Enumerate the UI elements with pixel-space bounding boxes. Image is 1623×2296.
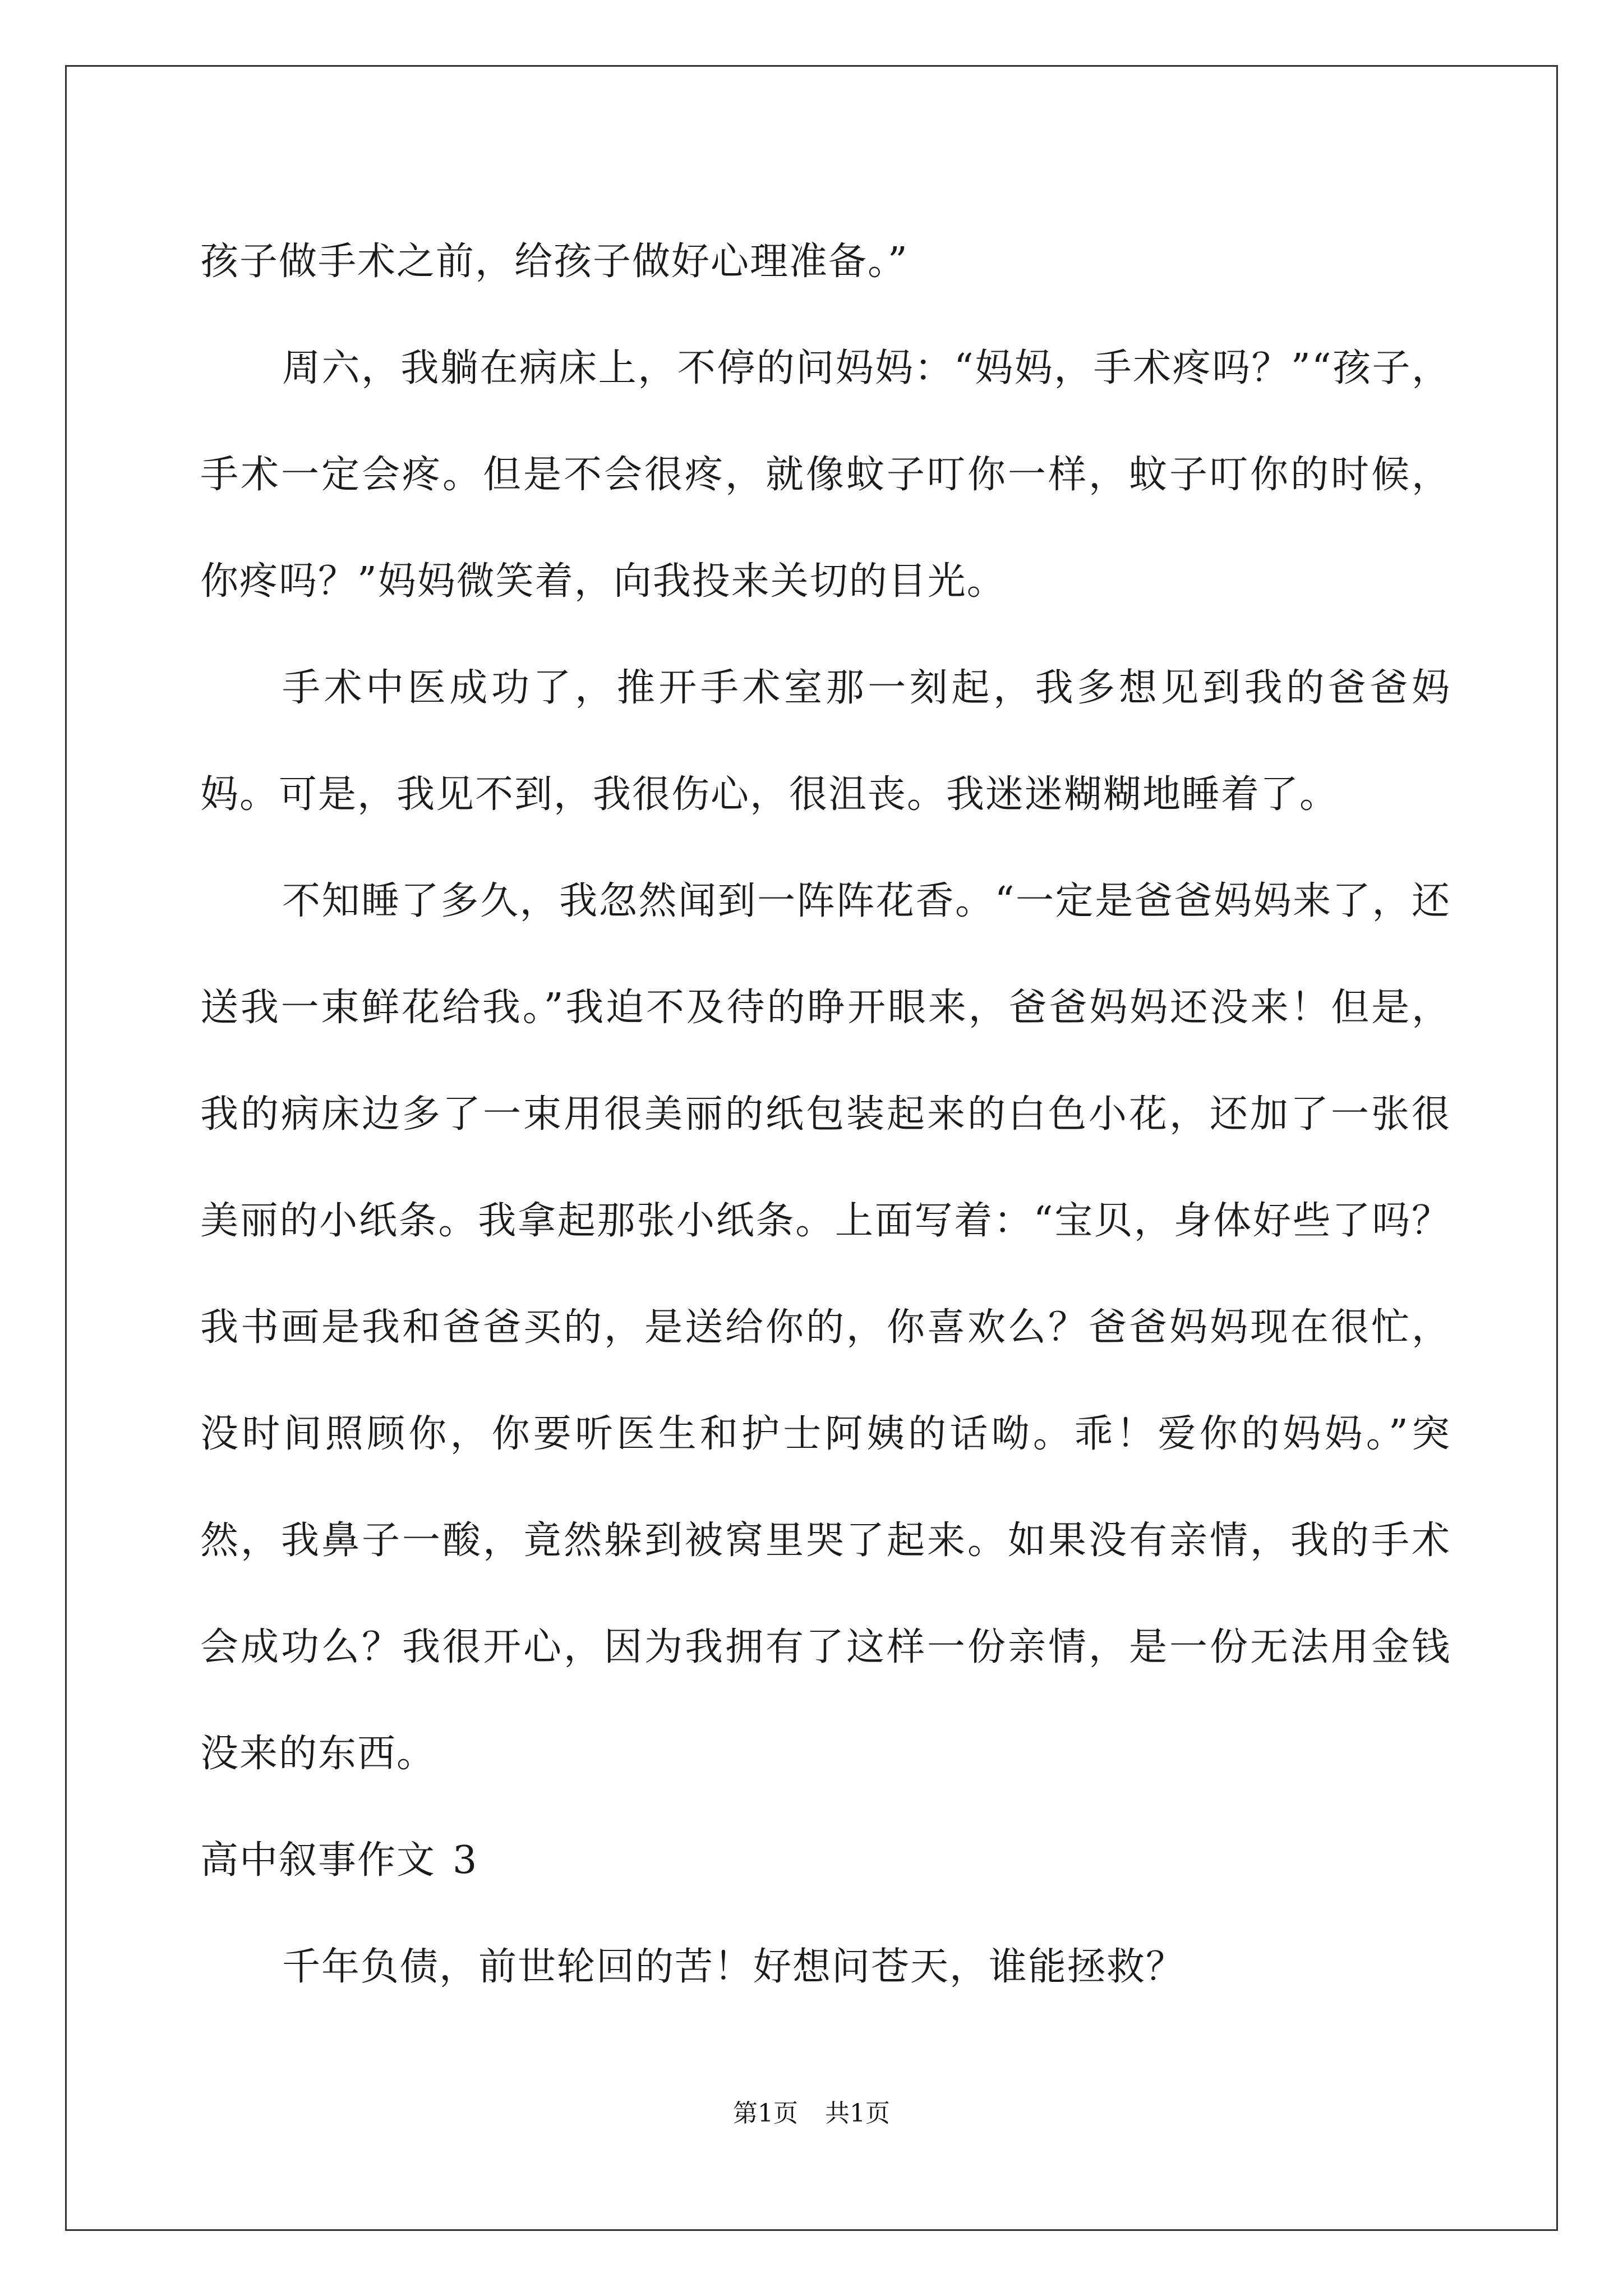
paragraph: 不知睡了多久，我忽然闻到一阵阵花香。“一定是爸爸妈妈来了，还送我一束鲜花给我。”我迫不及待的睁开眼来，爸爸妈妈还没来！但是，我的病床边多了一束用很美丽的纸包装起来的白色小花，还加了一张很美丽的小纸条。我拿起那张小纸条。上面写着：“宝贝，身体好些了吗？我书画是我和爸爸买的，是送给你的，你喜欢么？爸爸妈妈现在很忙，没时间照顾你，你要听医生和护士阿姨的话呦。乖！爱你的妈妈。”突然，我鼻子一酸，竟然躲到被窝里哭了起来。如果没有亲情，我的手术会成功么？我很开心，因为我拥有了这样一份亲情，是一份无法用金钱没来的东西。 (200, 879, 1451, 1776)
paragraph: 周六，我躺在病床上，不停的问妈妈：“妈妈，手术疼吗？”“孩子，手术一定会疼。但是不会很疼，就像蚊子叮你一样，蚊子叮你的时候，你疼吗？”妈妈微笑着，向我投来关切的目光。 (200, 346, 1451, 604)
section-heading (200, 1807, 1451, 1914)
paragraph: 千年负债，前世轮回的苦！好想问苍天，谁能拯救？ (282, 1945, 1186, 1989)
paragraph: 手术中医成功了，推开手术室那一刻起，我多想见到我的爸爸妈妈。可是，我见不到，我很伤心，很沮丧。我迷迷糊糊地睡着了。 (200, 666, 1451, 817)
page-number: 第1页 (733, 2099, 798, 2128)
page-total: 共1页 (825, 2099, 890, 2128)
page-footer (0, 2097, 1623, 2131)
document-body (200, 209, 1451, 2021)
section-heading-number: 3 (453, 1838, 478, 1883)
paragraph: 孩子做手术之前，给孩子做好心理准备。” (200, 240, 909, 284)
section-heading-title: 高中叙事作文 (200, 1838, 436, 1883)
